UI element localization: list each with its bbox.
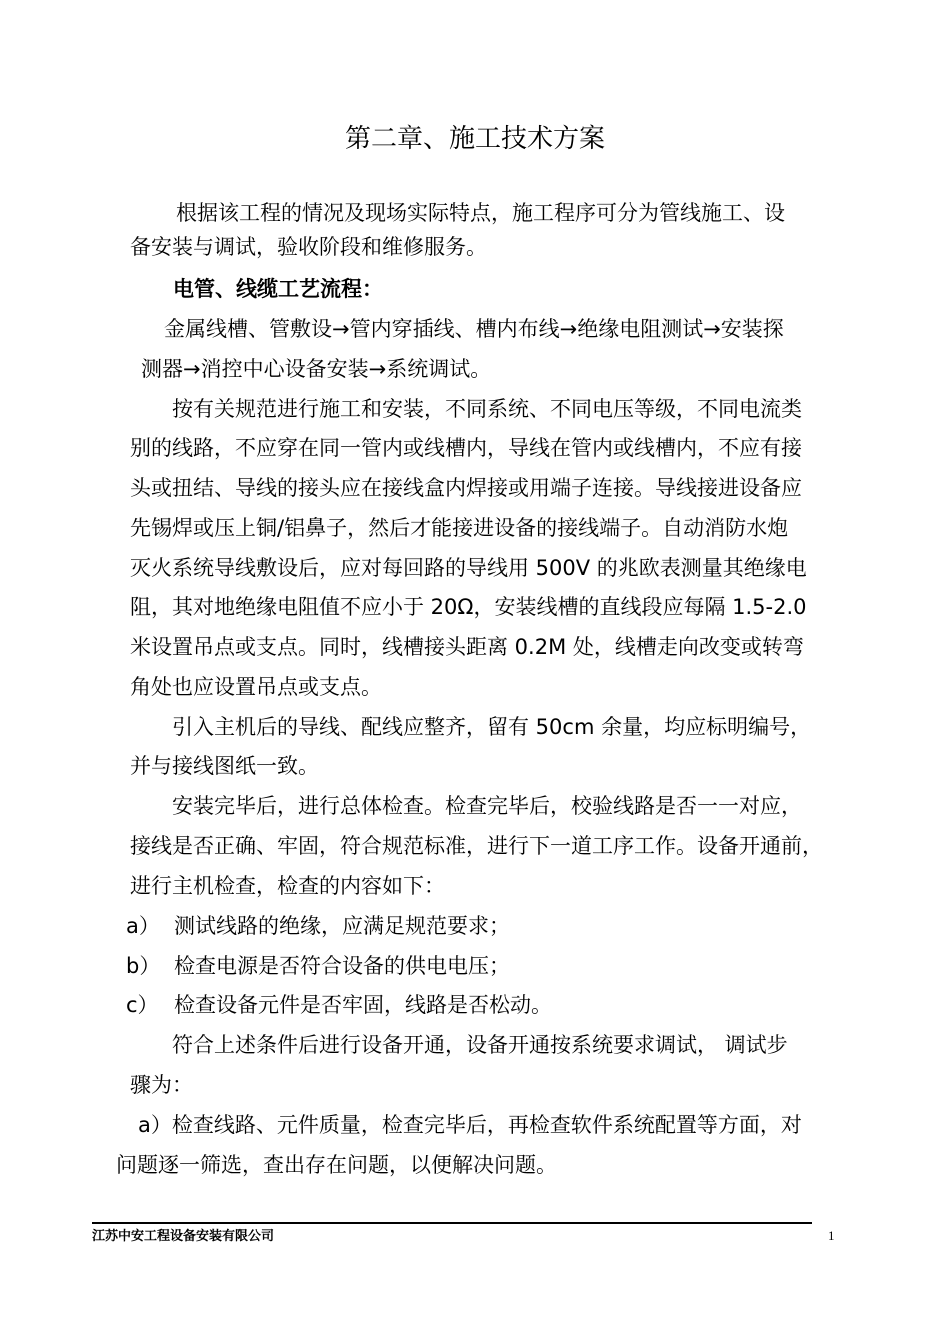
- section-heading: 电管、线缆工艺流程：: [173, 277, 383, 301]
- intro-line-1: 根据该工程的情况及现场实际特点，施工程序可分为管线施工、设: [176, 201, 785, 225]
- check-line-1: 安装完毕后，进行总体检查。检查完毕后，校验线路是否一一对应，: [172, 794, 802, 818]
- wiring-line-5: 灭火系统导线敷设后，应对每回路的导线用 500V 的兆欧表测量其绝缘电: [130, 556, 807, 580]
- host-line-1: 引入主机后的导线、配线应整齐，留有 50cm 余量，均应标明编号，: [172, 715, 812, 739]
- wiring-line-8: 角处也应设置吊点或支点。: [130, 675, 382, 699]
- wiring-line-6: 阻，其对地绝缘电阻值不应小于 20Ω，安装线槽的直线段应每隔 1.5-2.0: [130, 595, 807, 619]
- page-title: 第二章、施工技术方案: [344, 124, 605, 154]
- wiring-line-2: 别的线路，不应穿在同一管内或线槽内，导线在管内或线槽内，不应有接: [130, 436, 802, 460]
- footer-company-name: 江苏中安工程设备安装有限公司: [92, 1229, 275, 1244]
- step-a-line-2: 问题逐一筛选，查出存在问题，以便解决问题。: [116, 1153, 557, 1177]
- checklist-marker-b: b）: [126, 954, 161, 978]
- step-a-line-1: a）检查线路、元件质量，检查完毕后，再检查软件系统配置等方面，对: [138, 1113, 802, 1137]
- check-line-3: 进行主机检查，检查的内容如下：: [130, 874, 445, 898]
- intro-line-2: 备安装与调试，验收阶段和维修服务。: [130, 235, 487, 259]
- flow-line-2: 测器→消控中心设备安装→系统调试。: [141, 357, 492, 381]
- wiring-line-1: 按有关规范进行施工和安装，不同系统、不同电压等级，不同电流类: [172, 397, 802, 421]
- footer-page-number: 1: [828, 1228, 835, 1243]
- checklist-item-c: 检查设备元件是否牢固，线路是否松动。: [174, 993, 552, 1017]
- flow-line-1: 金属线槽、管敷设→管内穿插线、槽内布线→绝缘电阻测试→安装探: [164, 317, 784, 341]
- host-line-2: 并与接线图纸一致。: [130, 754, 319, 778]
- check-line-2: 接线是否正确、牢固，符合规范标准，进行下一道工序工作。设备开通前，: [130, 834, 823, 858]
- footer-divider: [92, 1222, 812, 1224]
- checklist-marker-a: a）: [126, 914, 160, 938]
- debug-line-1: 符合上述条件后进行设备开通，设备开通按系统要求调试， 调试步: [172, 1033, 788, 1057]
- wiring-line-3: 头或扭结、导线的接头应在接线盒内焊接或用端子连接。导线接进设备应: [130, 476, 802, 500]
- checklist-marker-c: c）: [126, 993, 159, 1017]
- wiring-line-7: 米设置吊点或支点。同时，线槽接头距离 0.2M 处，线槽走向改变或转弯: [130, 635, 804, 659]
- wiring-line-4: 先锡焊或压上铜/铝鼻子，然后才能接进设备的接线端子。自动消防水炮: [130, 516, 789, 540]
- checklist-item-b: 检查电源是否符合设备的供电电压；: [174, 954, 510, 978]
- checklist-item-a: 测试线路的绝缘，应满足规范要求；: [174, 914, 510, 938]
- debug-line-2: 骤为：: [130, 1073, 193, 1097]
